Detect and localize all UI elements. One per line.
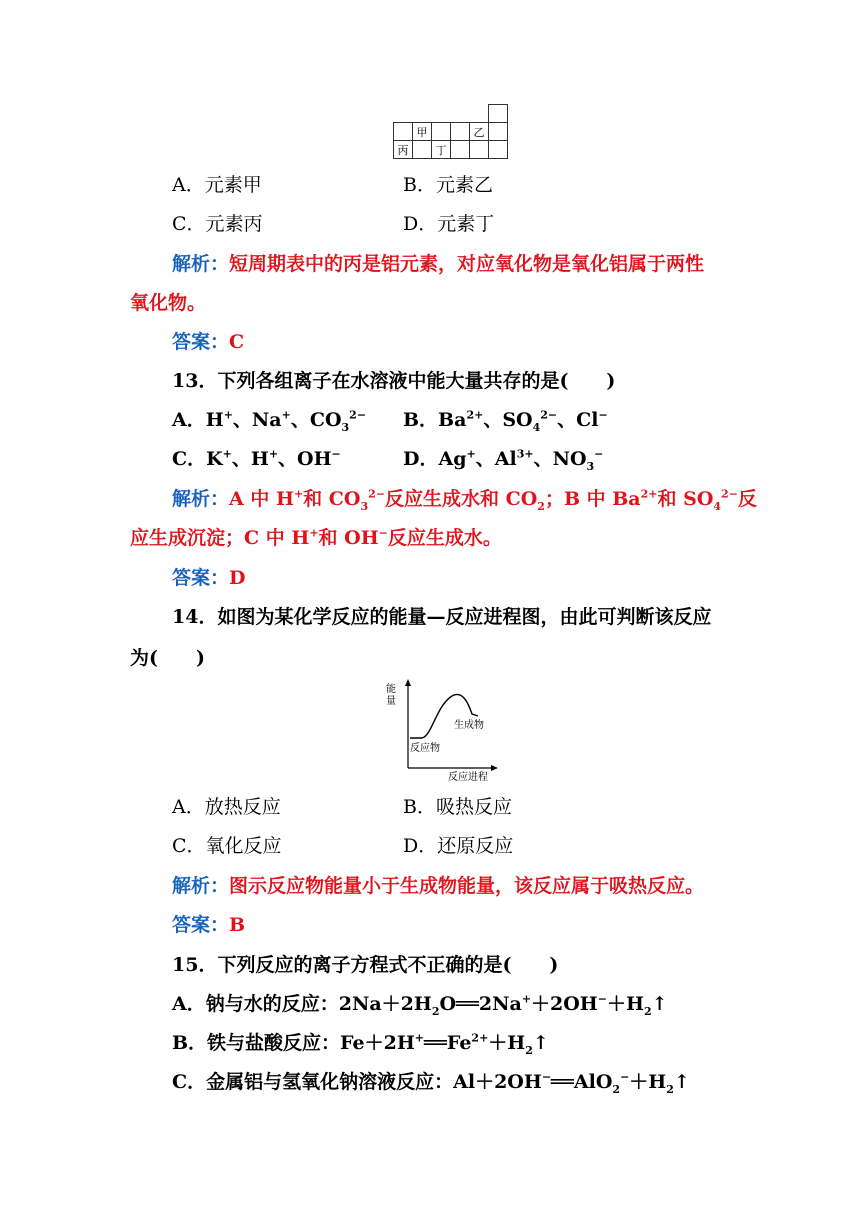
- q15-option-a: A．钠与水的反应：$2Na+2H_2O══2Na^++2OH^-+H_2↑$: [172, 992, 668, 1018]
- q12-analysis-line1: [172, 252, 704, 276]
- q12-option-a: A．元素甲: [172, 174, 262, 196]
- q14-option-d: D．还原反应: [403, 835, 514, 857]
- q14-option-a: A．放热反应: [172, 796, 281, 818]
- analysis-label: 解析：: [172, 488, 230, 510]
- q14-option-b: B．吸热反应: [403, 796, 512, 818]
- q14-stem-line2: 为( ): [130, 647, 205, 669]
- q14-analysis-text: 图示反应物能量小于生成物能量，该反应属于吸热反应。: [229, 875, 705, 897]
- q13-option-c: C．K+、H+、OH−: [172, 447, 341, 470]
- answer-label: 答案：: [172, 914, 230, 936]
- q15-option-b: B．铁与盐酸反应：$Fe+2H^+══Fe^{2+}+H_2↑$: [172, 1031, 549, 1057]
- q12-option-d: D．元素丁: [403, 213, 495, 235]
- analysis-label: 解析：: [172, 253, 230, 275]
- q15-stem: 15．下列反应的离子方程式不正确的是( ): [172, 954, 559, 976]
- q14-analysis: [172, 874, 704, 898]
- reactant-label: 反应物: [410, 743, 440, 754]
- cell-ding: 丁: [432, 141, 451, 159]
- answer-label: 答案：: [172, 331, 230, 353]
- q12-answer: [172, 330, 244, 354]
- ylabel-1: 能: [386, 684, 396, 695]
- q12-analysis-line2: 氧化物。: [130, 292, 207, 314]
- cell-bing: 丙: [394, 141, 413, 159]
- q12-option-c: C．元素丙: [172, 213, 263, 235]
- answer-value: D: [229, 567, 246, 589]
- q13-analysis-line2: 应生成沉淀；C 中 H+和 OH−反应生成水。: [130, 526, 502, 549]
- cell-yi: 乙: [470, 123, 489, 141]
- cell-jia: 甲: [413, 123, 432, 141]
- answer-value: B: [229, 914, 246, 936]
- q14-stem-line1: 14．如图为某化学反应的能量—反应进程图，由此可判断该反应: [172, 606, 712, 628]
- q12-option-b: B．元素乙: [403, 174, 493, 196]
- q14-answer: [172, 913, 245, 937]
- q13-answer: [172, 566, 246, 590]
- q13-option-d: D．Ag+、$Al^{3+}$、$NO_3^-$: [403, 447, 604, 473]
- energy-diagram: [384, 678, 499, 787]
- q13-option-b: B．$Ba^{2+}$、$SO_4^{2-}$、Cl−: [403, 408, 608, 434]
- q13-analysis-line1: 解析：A 中 H+和 $CO_3^{2-}$反应生成水和 $CO_2$；B 中 $Ba^{2+}$和 $SO_4^{2-}$反: [172, 487, 757, 513]
- q12-analysis-text: 短周期表中的丙是铝元素，对应氧化物是氧化铝属于两性: [229, 253, 705, 275]
- analysis-label: 解析：: [172, 875, 230, 897]
- q13-option-a: A．H+、Na+、$CO_3^{2-}$: [172, 408, 367, 434]
- answer-value: C: [229, 331, 245, 353]
- q15-option-c: C．金属铝与氢氧化钠溶液反应：$Al+2OH^-══AlO_2^-+H_2↑$: [172, 1070, 690, 1096]
- q14-option-c: C．氧化反应: [172, 835, 282, 857]
- answer-label: 答案：: [172, 567, 230, 589]
- ylabel-2: 量: [386, 696, 396, 707]
- periodic-table-fragment: [393, 104, 508, 159]
- xlabel: 反应进程: [448, 772, 488, 783]
- product-label: 生成物: [454, 720, 484, 731]
- q13-stem: 13．下列各组离子在水溶液中能大量共存的是( ): [172, 370, 616, 392]
- energy-diagram-svg: [384, 678, 499, 783]
